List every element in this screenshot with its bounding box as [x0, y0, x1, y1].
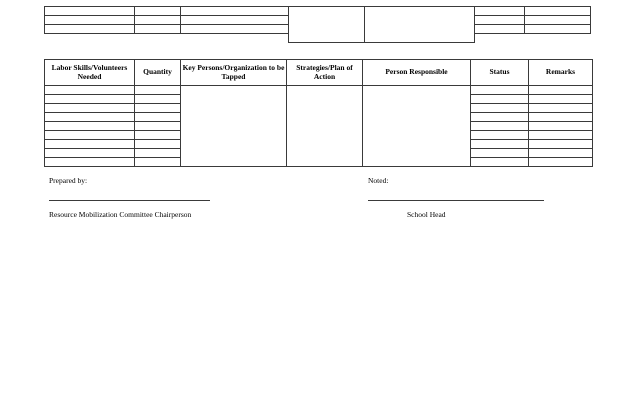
table-cell — [135, 7, 181, 16]
table-cell[interactable] — [135, 122, 181, 131]
table-cell[interactable] — [135, 95, 181, 104]
table-cell[interactable] — [45, 95, 135, 104]
table-cell — [525, 7, 591, 16]
table-cell — [181, 25, 289, 34]
noted-by-title: School Head — [407, 210, 446, 219]
table-cell — [135, 25, 181, 34]
table-cell — [135, 16, 181, 25]
table-cell — [135, 34, 181, 43]
header-key-persons: Key Persons/Organization to be Tapped — [181, 60, 287, 86]
table-cell[interactable] — [471, 95, 529, 104]
table-cell[interactable] — [45, 140, 135, 149]
table-cell[interactable] — [45, 158, 135, 167]
noted-label: Noted: — [368, 176, 389, 185]
table-cell[interactable] — [135, 131, 181, 140]
table-cell[interactable] — [135, 158, 181, 167]
table-cell — [475, 25, 525, 34]
table-cell — [365, 7, 475, 43]
header-strategies: Strategies/Plan of Action — [287, 60, 363, 86]
table-cell — [45, 7, 135, 16]
table-cell[interactable] — [135, 140, 181, 149]
table-cell — [525, 34, 591, 43]
table-cell — [45, 16, 135, 25]
prepared-by-signature-line[interactable] — [49, 200, 210, 201]
table-cell[interactable] — [45, 104, 135, 113]
table-cell[interactable] — [529, 113, 593, 122]
table-cell — [45, 25, 135, 34]
header-quantity: Quantity — [135, 60, 181, 86]
table-cell — [525, 16, 591, 25]
labor-volunteers-table — [44, 59, 593, 167]
table-cell[interactable] — [181, 86, 287, 167]
prepared-by-label: Prepared by: — [49, 176, 88, 185]
table-cell — [289, 7, 365, 43]
table-cell[interactable] — [471, 149, 529, 158]
table-cell[interactable] — [529, 86, 593, 95]
table-cell[interactable] — [135, 149, 181, 158]
table-cell[interactable] — [471, 140, 529, 149]
header-remarks: Remarks — [529, 60, 593, 86]
header-person-responsible: Person Responsible — [363, 60, 471, 86]
noted-signature-line[interactable] — [368, 200, 544, 201]
header-status: Status — [471, 60, 529, 86]
table-cell — [475, 16, 525, 25]
table-cell[interactable] — [45, 131, 135, 140]
table-cell[interactable] — [471, 158, 529, 167]
table-cell — [181, 7, 289, 16]
table-cell[interactable] — [529, 131, 593, 140]
table-cell[interactable] — [45, 113, 135, 122]
header-labor-skills: Labor Skills/Volunteers Needed — [45, 60, 135, 86]
table-cell[interactable] — [45, 122, 135, 131]
prepared-by-title: Resource Mobilization Committee Chairperson — [49, 210, 192, 219]
table-cell — [475, 34, 525, 43]
table-cell[interactable] — [135, 113, 181, 122]
table-cell[interactable] — [45, 149, 135, 158]
table-cell[interactable] — [471, 104, 529, 113]
table-cell[interactable] — [471, 86, 529, 95]
table-cell — [525, 25, 591, 34]
previous-section-table — [44, 6, 591, 43]
table-cell[interactable] — [529, 122, 593, 131]
table-cell — [181, 34, 289, 43]
table-cell[interactable] — [529, 104, 593, 113]
table-cell[interactable] — [529, 140, 593, 149]
table-cell[interactable] — [363, 86, 471, 167]
table-cell — [45, 34, 135, 43]
table-cell[interactable] — [529, 95, 593, 104]
table-cell[interactable] — [135, 86, 181, 95]
table-cell[interactable] — [45, 86, 135, 95]
table-cell[interactable] — [529, 158, 593, 167]
table-cell[interactable] — [287, 86, 363, 167]
table-cell[interactable] — [471, 113, 529, 122]
table-cell[interactable] — [471, 131, 529, 140]
table-cell — [475, 7, 525, 16]
table-cell[interactable] — [135, 104, 181, 113]
table-cell — [181, 16, 289, 25]
table-cell[interactable] — [529, 149, 593, 158]
table-cell[interactable] — [471, 122, 529, 131]
